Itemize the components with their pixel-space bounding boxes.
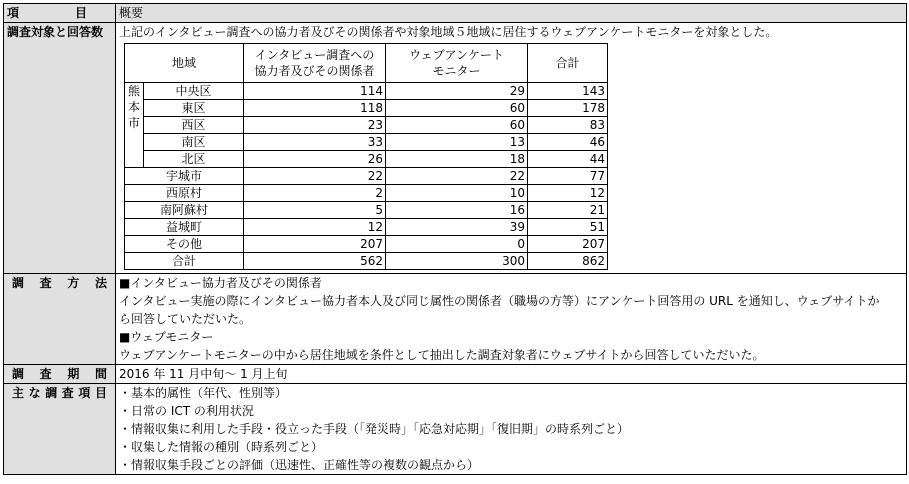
total-header: 合計 <box>528 44 608 83</box>
item-line: ・情報収集に利用した手段・役立った手段（「発災時」「応急対応期」「復旧期」の時系列ごと） <box>119 422 630 436</box>
period-label: 調 査 期 間 <box>4 365 116 384</box>
table-row <box>125 219 608 236</box>
web-monitor-header: ウェブアンケート モニター <box>386 44 528 83</box>
area-name: その他 <box>125 236 244 253</box>
table-row <box>125 151 608 168</box>
total-count: 51 <box>528 219 608 236</box>
interview-header: インタビュー調査への 協力者及びその関係者 <box>244 44 386 83</box>
method-line: インタビュー実施の際にインタビュー協力者本人及び同じ属性の関係者（職場の方等）にアンケート回答用の URL を通知し、ウェブサイトか <box>119 294 880 308</box>
period-value: 2016 年 11 月中旬～ 1 月上旬 <box>116 365 907 384</box>
method-row <box>4 274 907 365</box>
header-item-label: 項 目 <box>4 4 116 23</box>
web-monitor-count: 22 <box>386 168 528 185</box>
interview-count: 22 <box>244 168 386 185</box>
table-row <box>125 253 608 270</box>
web-monitor-count: 10 <box>386 185 528 202</box>
total-count: 12 <box>528 185 608 202</box>
target-row <box>4 23 907 274</box>
total-count: 207 <box>528 236 608 253</box>
total-count: 44 <box>528 151 608 168</box>
target-content <box>116 23 907 274</box>
area-name: 合計 <box>125 253 244 270</box>
method-line: ウェブアンケートモニターの中から居住地域を条件として抽出した調査対象者にウェブサイトから回答していただいた。 <box>119 348 765 362</box>
method-line: ■ウェブモニター <box>119 330 214 344</box>
area-name: 宇城市 <box>125 168 244 185</box>
table-row <box>125 100 608 117</box>
respondent-table-header <box>125 44 608 83</box>
interview-count: 2 <box>244 185 386 202</box>
area-name: 益城町 <box>125 219 244 236</box>
item-line: ・基本的属性（年代、性別等） <box>119 386 288 400</box>
area-header: 地域 <box>125 44 244 83</box>
table-row <box>125 134 608 151</box>
items-content <box>116 384 907 475</box>
web-monitor-count: 13 <box>386 134 528 151</box>
item-line: ・日常の ICT の利用状況 <box>119 404 254 418</box>
interview-count: 12 <box>244 219 386 236</box>
survey-overview-table <box>3 3 907 475</box>
city-name-char: 本 <box>127 100 140 114</box>
header-row <box>4 4 907 23</box>
method-content <box>116 274 907 365</box>
area-name: 西区 <box>144 117 244 134</box>
web-monitor-count: 60 <box>386 100 528 117</box>
interview-count: 26 <box>244 151 386 168</box>
web-monitor-count: 18 <box>386 151 528 168</box>
interview-count: 118 <box>244 100 386 117</box>
target-label: 調査対象と回答数 <box>4 23 116 274</box>
table-row <box>125 185 608 202</box>
web-monitor-count: 29 <box>386 83 528 100</box>
web-monitor-count: 16 <box>386 202 528 219</box>
city-name-char: 市 <box>127 116 140 130</box>
items-label: 主 な 調 査 項 目 <box>4 384 116 475</box>
respondent-count-table <box>124 43 608 270</box>
interview-count: 207 <box>244 236 386 253</box>
items-row <box>4 384 907 475</box>
table-row <box>125 202 608 219</box>
web-monitor-count: 0 <box>386 236 528 253</box>
total-count: 143 <box>528 83 608 100</box>
area-name: 東区 <box>144 100 244 117</box>
web-monitor-count: 300 <box>386 253 528 270</box>
city-name-char: 熊 <box>127 84 140 98</box>
total-count: 77 <box>528 168 608 185</box>
total-count: 83 <box>528 117 608 134</box>
period-row <box>4 365 907 384</box>
interview-count: 562 <box>244 253 386 270</box>
table-row <box>125 168 608 185</box>
city-rows <box>125 83 608 168</box>
area-name: 中央区 <box>144 83 244 100</box>
total-count: 178 <box>528 100 608 117</box>
header-overview-label: 概要 <box>116 4 907 23</box>
area-name: 西原村 <box>125 185 244 202</box>
total-count: 862 <box>528 253 608 270</box>
table-row <box>125 83 608 100</box>
city-group-label <box>125 83 144 168</box>
table-row <box>125 117 608 134</box>
interview-count: 114 <box>244 83 386 100</box>
area-name: 北区 <box>144 151 244 168</box>
interview-count: 23 <box>244 117 386 134</box>
total-count: 46 <box>528 134 608 151</box>
method-label: 調 査 方 法 <box>4 274 116 365</box>
interview-count: 33 <box>244 134 386 151</box>
total-count: 21 <box>528 202 608 219</box>
area-name: 南区 <box>144 134 244 151</box>
method-line: ■インタビュー協力者及びその関係者 <box>119 276 322 290</box>
interview-count: 5 <box>244 202 386 219</box>
method-line: ら回答していただいた。 <box>119 312 252 326</box>
web-monitor-count: 39 <box>386 219 528 236</box>
web-monitor-count: 60 <box>386 117 528 134</box>
other-rows <box>125 168 608 270</box>
item-line: ・情報収集手段ごとの評価（迅速性、正確性等の複数の観点から） <box>119 458 480 472</box>
target-intro: 上記のインタビュー調査への協力者及びその関係者や対象地域５地域に居住するウェブアンケートモニターを対象とした。 <box>119 25 778 39</box>
item-line: ・収集した情報の種別（時系列ごと） <box>119 440 324 454</box>
area-name: 南阿蘇村 <box>125 202 244 219</box>
table-row <box>125 236 608 253</box>
